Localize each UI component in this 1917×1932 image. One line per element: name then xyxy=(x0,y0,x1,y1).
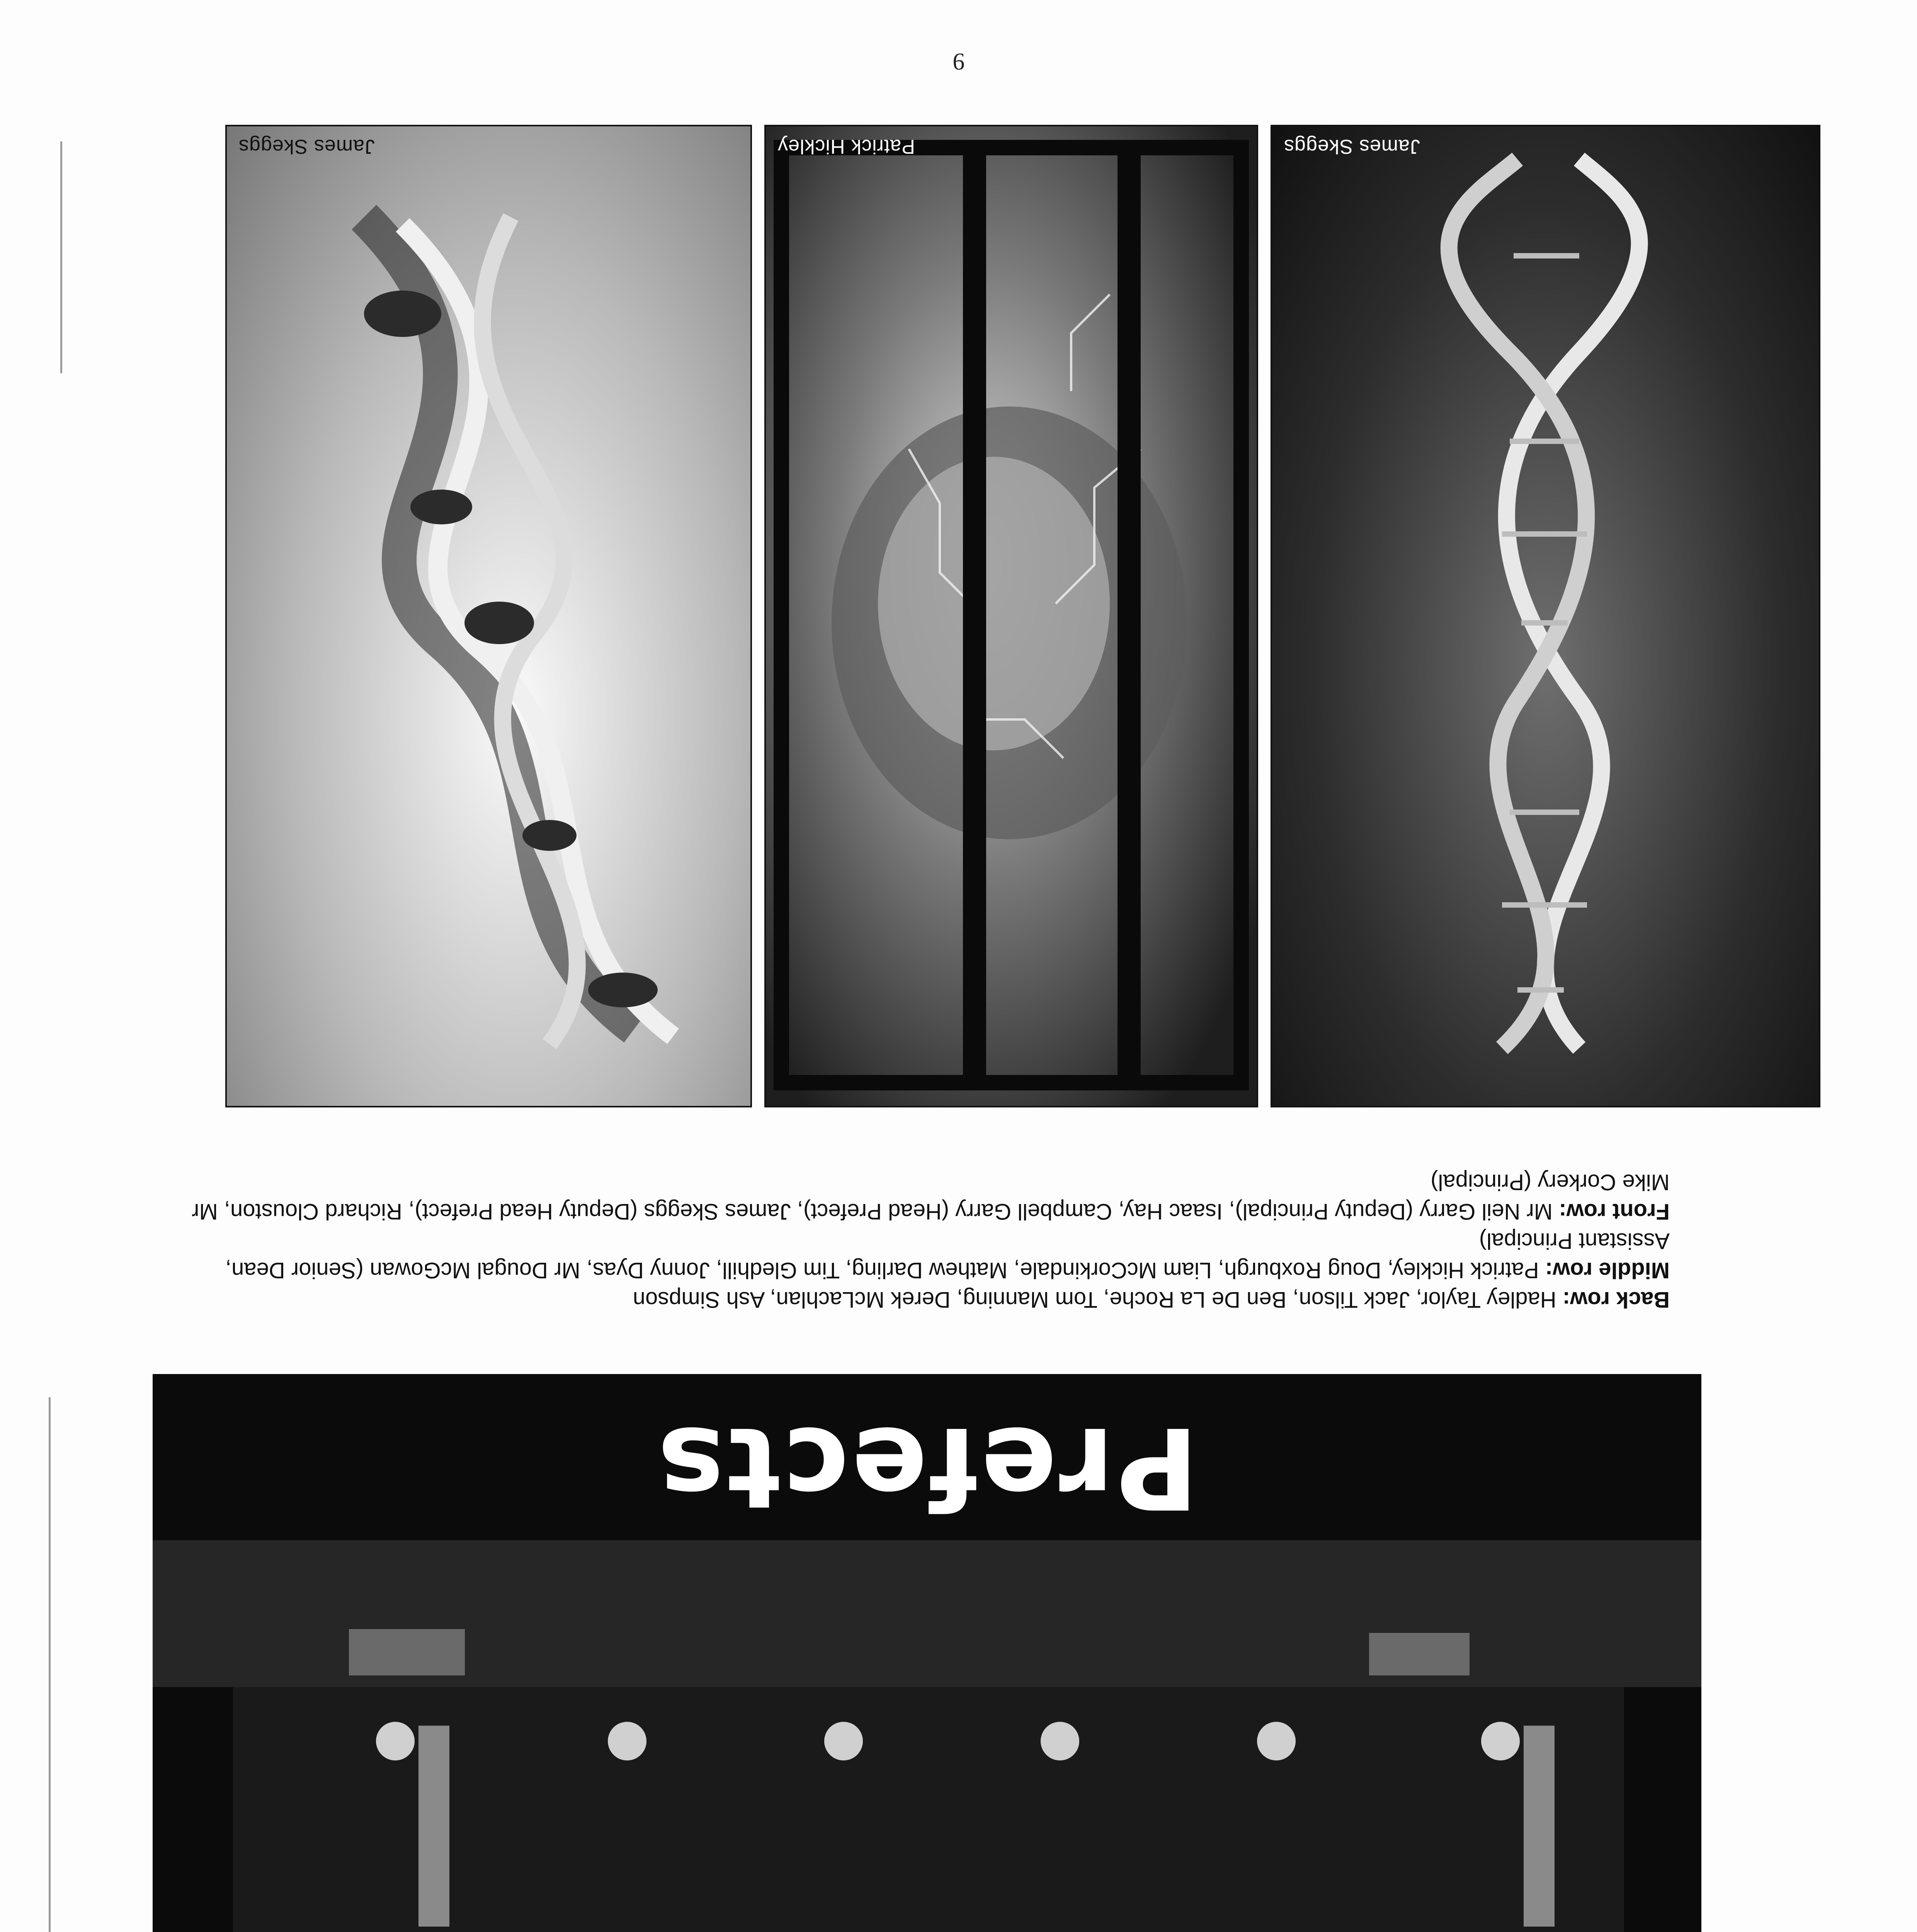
artwork-dna-helix xyxy=(1271,125,1820,1107)
artwork-artist-label: James Skeggs xyxy=(1284,135,1420,158)
artwork-rope-helix xyxy=(225,125,752,1107)
middle-row-caption xyxy=(163,1226,1670,1285)
row-label: Middle row: xyxy=(1545,1258,1670,1283)
row-names: Patrick Hickley, Doug Roxburgh, Liam McCorkindale, Mathew Darling, Tim Gledhill, Jonny Dyas, Mr Dougal McGowan (Senior Dean, Assistant Principal) xyxy=(225,1228,1670,1283)
back-row-caption xyxy=(163,1285,1670,1314)
circuit-face-illustration xyxy=(766,126,1257,1106)
row-names: Mr Neil Garry (Deputy Principal), Isaac Hay, Campbell Garry (Head Prefect), James Skeggs (Deputy Head Prefect), Richard Clouston, Mr Mike Corkery (Principal) xyxy=(192,1170,1670,1224)
photo-title: Prefects xyxy=(655,1402,1199,1532)
prefects-group-photo xyxy=(153,1374,1701,1932)
front-row-caption xyxy=(163,1167,1670,1226)
row-names: Hadley Taylor, Jack Tilson, Ben De La Roche, Tom Manning, Derek McLachlan, Ash Simpson xyxy=(633,1287,1556,1312)
scan-edge-line xyxy=(49,1397,51,1932)
scan-edge-line xyxy=(60,141,62,373)
page-number: 9 xyxy=(953,48,965,75)
artwork-artist-label: Patrick Hickley xyxy=(777,135,915,158)
dna-helix-illustration xyxy=(1272,126,1819,1106)
artwork-artist-label: James Skeggs xyxy=(238,135,375,158)
artwork-circuit-face xyxy=(764,125,1258,1107)
group-photo-caption xyxy=(163,1167,1670,1314)
rope-helix-illustration xyxy=(227,126,750,1106)
row-label: Front row: xyxy=(1559,1199,1670,1224)
row-label: Back row: xyxy=(1562,1287,1670,1312)
